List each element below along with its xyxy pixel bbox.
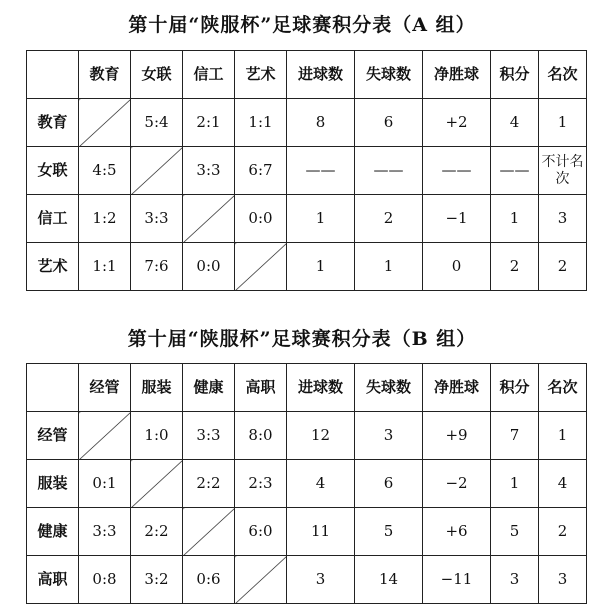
goals-against: —— — [355, 147, 423, 195]
diagonal-cell — [183, 195, 235, 243]
goals-against: 14 — [355, 556, 423, 604]
score-cell: 3:3 — [131, 195, 183, 243]
score-cell: 3:3 — [183, 412, 235, 460]
diagonal-cell — [131, 460, 183, 508]
score-cell: 0:0 — [235, 195, 287, 243]
header-cell: 艺术 — [235, 51, 287, 99]
score-cell: 1:1 — [235, 99, 287, 147]
header-cell: 名次 — [539, 51, 587, 99]
score-cell: 3:2 — [131, 556, 183, 604]
score-cell: 3:3 — [79, 508, 131, 556]
header-cell: 经管 — [79, 364, 131, 412]
group-a-title: 第十届“陕服杯”足球赛积分表（A 组） — [128, 14, 476, 36]
goal-diff: −2 — [423, 460, 491, 508]
header-row — [27, 51, 587, 99]
header-cell: 教育 — [79, 51, 131, 99]
diagonal-cell — [131, 147, 183, 195]
goals-for: 12 — [287, 412, 355, 460]
team-name: 健康 — [27, 508, 79, 556]
rank: 1 — [539, 99, 587, 147]
score-cell: 2:3 — [235, 460, 287, 508]
header-cell: 进球数 — [287, 51, 355, 99]
goals-for: 1 — [287, 243, 355, 291]
header-cell: 高职 — [235, 364, 287, 412]
group-a-table — [26, 50, 587, 291]
diagonal-cell — [235, 243, 287, 291]
group-b-table — [26, 363, 587, 604]
corner-cell — [27, 364, 79, 412]
rank: 2 — [539, 508, 587, 556]
goals-against: 5 — [355, 508, 423, 556]
header-cell: 净胜球 — [423, 364, 491, 412]
score-cell: 0:1 — [79, 460, 131, 508]
score-cell: 1:0 — [131, 412, 183, 460]
goals-for: 8 — [287, 99, 355, 147]
header-cell: 失球数 — [355, 364, 423, 412]
table-row — [27, 412, 587, 460]
table-row — [27, 147, 587, 195]
team-name: 女联 — [27, 147, 79, 195]
points: 4 — [491, 99, 539, 147]
rank: 3 — [539, 556, 587, 604]
table-row — [27, 99, 587, 147]
table-row — [27, 556, 587, 604]
header-cell: 女联 — [131, 51, 183, 99]
rank: 不计名次 — [539, 147, 587, 195]
header-cell: 服装 — [131, 364, 183, 412]
header-cell: 名次 — [539, 364, 587, 412]
table-row — [27, 508, 587, 556]
team-name: 服装 — [27, 460, 79, 508]
diagonal-cell — [235, 556, 287, 604]
points: 7 — [491, 412, 539, 460]
score-cell: 3:3 — [183, 147, 235, 195]
group-b-title: 第十届“陕服杯”足球赛积分表（B 组） — [127, 328, 477, 350]
score-cell: 1:1 — [79, 243, 131, 291]
points: 5 — [491, 508, 539, 556]
header-cell: 信工 — [183, 51, 235, 99]
table-row — [27, 460, 587, 508]
score-cell: 0:6 — [183, 556, 235, 604]
goal-diff: +2 — [423, 99, 491, 147]
table-row — [27, 243, 587, 291]
score-cell: 2:2 — [131, 508, 183, 556]
team-name: 信工 — [27, 195, 79, 243]
goals-for: 4 — [287, 460, 355, 508]
goal-diff: —— — [423, 147, 491, 195]
points: 2 — [491, 243, 539, 291]
score-cell: 8:0 — [235, 412, 287, 460]
score-cell: 6:0 — [235, 508, 287, 556]
rank: 1 — [539, 412, 587, 460]
goal-diff: −1 — [423, 195, 491, 243]
points: 1 — [491, 195, 539, 243]
goals-against: 1 — [355, 243, 423, 291]
score-cell: 0:8 — [79, 556, 131, 604]
points: 1 — [491, 460, 539, 508]
team-name: 教育 — [27, 99, 79, 147]
diagonal-cell — [79, 412, 131, 460]
header-cell: 积分 — [491, 51, 539, 99]
goal-diff: −11 — [423, 556, 491, 604]
goals-for: 11 — [287, 508, 355, 556]
header-cell: 进球数 — [287, 364, 355, 412]
goals-against: 2 — [355, 195, 423, 243]
score-cell: 2:2 — [183, 460, 235, 508]
goals-against: 6 — [355, 460, 423, 508]
table-row — [27, 195, 587, 243]
header-cell: 积分 — [491, 364, 539, 412]
rank: 3 — [539, 195, 587, 243]
rank: 4 — [539, 460, 587, 508]
goals-against: 3 — [355, 412, 423, 460]
points: 3 — [491, 556, 539, 604]
goals-for: 1 — [287, 195, 355, 243]
goals-against: 6 — [355, 99, 423, 147]
score-cell: 1:2 — [79, 195, 131, 243]
score-cell: 4:5 — [79, 147, 131, 195]
rank: 2 — [539, 243, 587, 291]
goal-diff: +6 — [423, 508, 491, 556]
points: —— — [491, 147, 539, 195]
score-cell: 0:0 — [183, 243, 235, 291]
header-cell: 净胜球 — [423, 51, 491, 99]
diagonal-cell — [183, 508, 235, 556]
diagonal-cell — [79, 99, 131, 147]
team-name: 经管 — [27, 412, 79, 460]
goal-diff: +9 — [423, 412, 491, 460]
score-cell: 6:7 — [235, 147, 287, 195]
header-cell: 健康 — [183, 364, 235, 412]
corner-cell — [27, 51, 79, 99]
score-cell: 5:4 — [131, 99, 183, 147]
header-row — [27, 364, 587, 412]
team-name: 艺术 — [27, 243, 79, 291]
score-cell: 2:1 — [183, 99, 235, 147]
goals-for: —— — [287, 147, 355, 195]
goals-for: 3 — [287, 556, 355, 604]
score-cell: 7:6 — [131, 243, 183, 291]
header-cell: 失球数 — [355, 51, 423, 99]
team-name: 高职 — [27, 556, 79, 604]
goal-diff: 0 — [423, 243, 491, 291]
